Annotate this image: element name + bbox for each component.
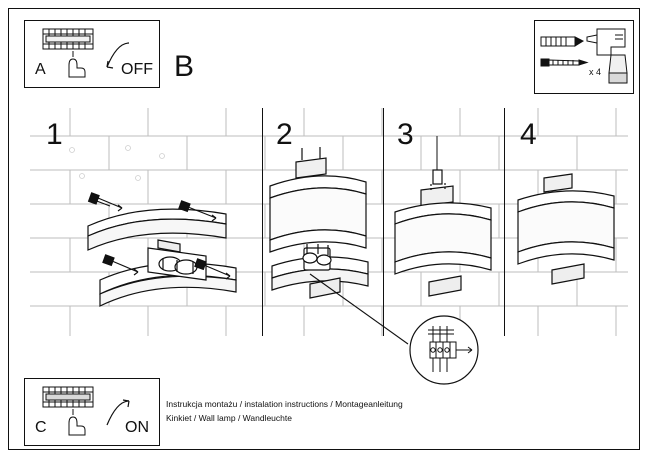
hand-pointing-icon <box>69 409 85 435</box>
step-1 <box>30 108 262 336</box>
panel-a-letter: A <box>35 61 46 78</box>
panel-tools <box>534 20 634 94</box>
tool-quantity-label: x 4 <box>589 67 602 77</box>
panel-a-power-off <box>24 20 160 88</box>
panel-a-action-label: OFF <box>121 61 153 78</box>
step-1-number: 1 <box>46 118 63 151</box>
step-1-drawing <box>30 108 262 336</box>
wiring-detail-callout <box>300 268 530 388</box>
product-caption: Kinkiet / Wall lamp / Wandleuchte <box>166 413 292 423</box>
panel-tools-drawing <box>535 21 633 93</box>
panel-c-power-on <box>24 378 160 446</box>
hand-pointing-icon <box>69 51 85 77</box>
step-2-number: 2 <box>276 118 293 151</box>
instruction-caption: Instrukcja montażu / instalation instructions / Montageanleitung <box>166 399 403 409</box>
panel-b-letter: B <box>174 50 195 83</box>
wall-anchor-icon <box>541 37 583 46</box>
screw-icon <box>541 59 587 66</box>
step-3-number: 3 <box>397 118 414 151</box>
panel-c-action-label: ON <box>125 419 149 436</box>
panel-c-letter: C <box>35 419 47 436</box>
step-4-number: 4 <box>520 118 537 151</box>
